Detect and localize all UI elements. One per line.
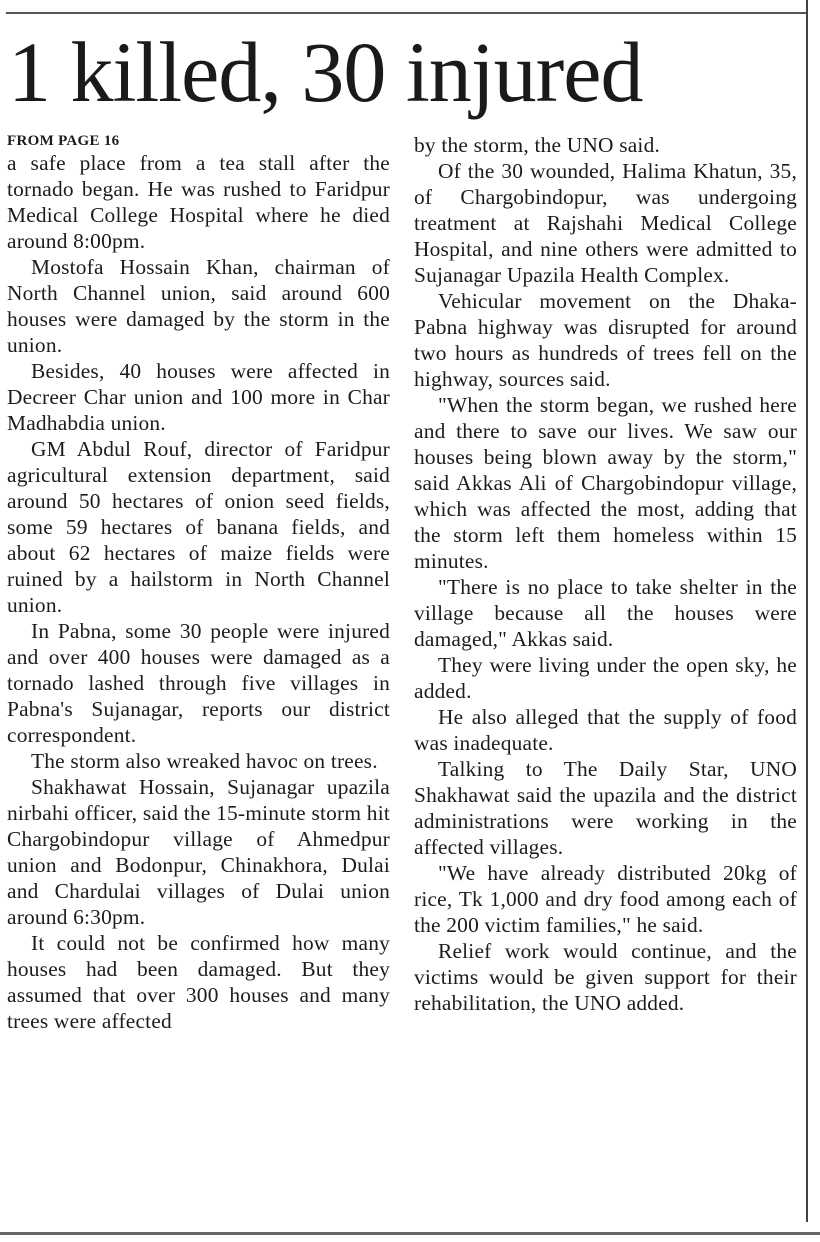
paragraph: "When the storm began, we rushed here and there to save our lives. We saw our houses being blown away by the storm," said Akkas Ali of Chargobindopur village, which was affected the most, adding that the storm left them homeless within 15 minutes. — [414, 393, 797, 573]
left-column — [7, 132, 390, 1034]
paragraph: Vehicular movement on the Dhaka-Pabna highway was disrupted for around two hours as hundreds of trees fell on the highway, sources said. — [414, 289, 797, 391]
paragraph: "We have already distributed 20kg of rice, Tk 1,000 and dry food among each of the 200 victim families," he said. — [414, 861, 797, 937]
paragraph: The storm also wreaked havoc on trees. — [31, 749, 378, 773]
paragraph: It could not be confirmed how many houses had been damaged. But they assumed that over 300 houses and many trees were affected — [7, 931, 390, 1033]
paragraph: "There is no place to take shelter in the village because all the houses were damaged," Akkas said. — [414, 575, 797, 651]
paragraph: Talking to The Daily Star, UNO Shakhawat said the upazila and the district administrations were working in the affected villages. — [414, 757, 797, 859]
headline: 1 killed, 30 injured — [8, 24, 643, 120]
bottom-rule — [0, 1232, 820, 1235]
paragraph: In Pabna, some 30 people were injured and over 400 houses were damaged as a tornado lashed through five villages in Pabna's Sujanagar, reports our district correspondent. — [7, 619, 390, 747]
paragraph: He also alleged that the supply of food was inadequate. — [414, 705, 797, 755]
paragraph: Shakhawat Hossain, Sujanagar upazila nirbahi officer, said the 15-minute storm hit Chargobindopur village of Ahmedpur union and Bodonpur, Chinakhora, Dulai and Chardulai villages of Dulai union around 6:30pm. — [7, 775, 390, 929]
paragraph: Mostofa Hossain Khan, chairman of North Channel union, said around 600 houses were damaged by the storm in the union. — [7, 255, 390, 357]
kicker-from-page: FROM PAGE 16 — [7, 133, 120, 149]
paragraph: a safe place from a tea stall after the tornado began. He was rushed to Faridpur Medical College Hospital where he died around 8:00pm. — [7, 151, 390, 253]
paragraph: GM Abdul Rouf, director of Faridpur agricultural extension department, said around 50 hectares of onion seed fields, some 59 hectares of banana fields, and about 62 hectares of maize fields were ruined by a hailstorm in North Channel union. — [7, 437, 390, 617]
paragraph: Of the 30 wounded, Halima Khatun, 35, of Chargobindopur, was undergoing treatment at Rajshahi Medical College Hospital, and nine others were admitted to Sujanagar Upazila Health Complex. — [414, 159, 797, 287]
paragraph: Besides, 40 houses were affected in Decreer Char union and 100 more in Char Madhabdia union. — [7, 359, 390, 435]
paragraph: They were living under the open sky, he added. — [414, 653, 797, 703]
paragraph: Relief work would continue, and the victims would be given support for their rehabilitation, the UNO added. — [414, 939, 797, 1015]
paragraph: by the storm, the UNO said. — [414, 133, 661, 157]
right-column-rule — [806, 0, 808, 1222]
top-rule — [6, 12, 806, 14]
right-column — [414, 132, 797, 1016]
